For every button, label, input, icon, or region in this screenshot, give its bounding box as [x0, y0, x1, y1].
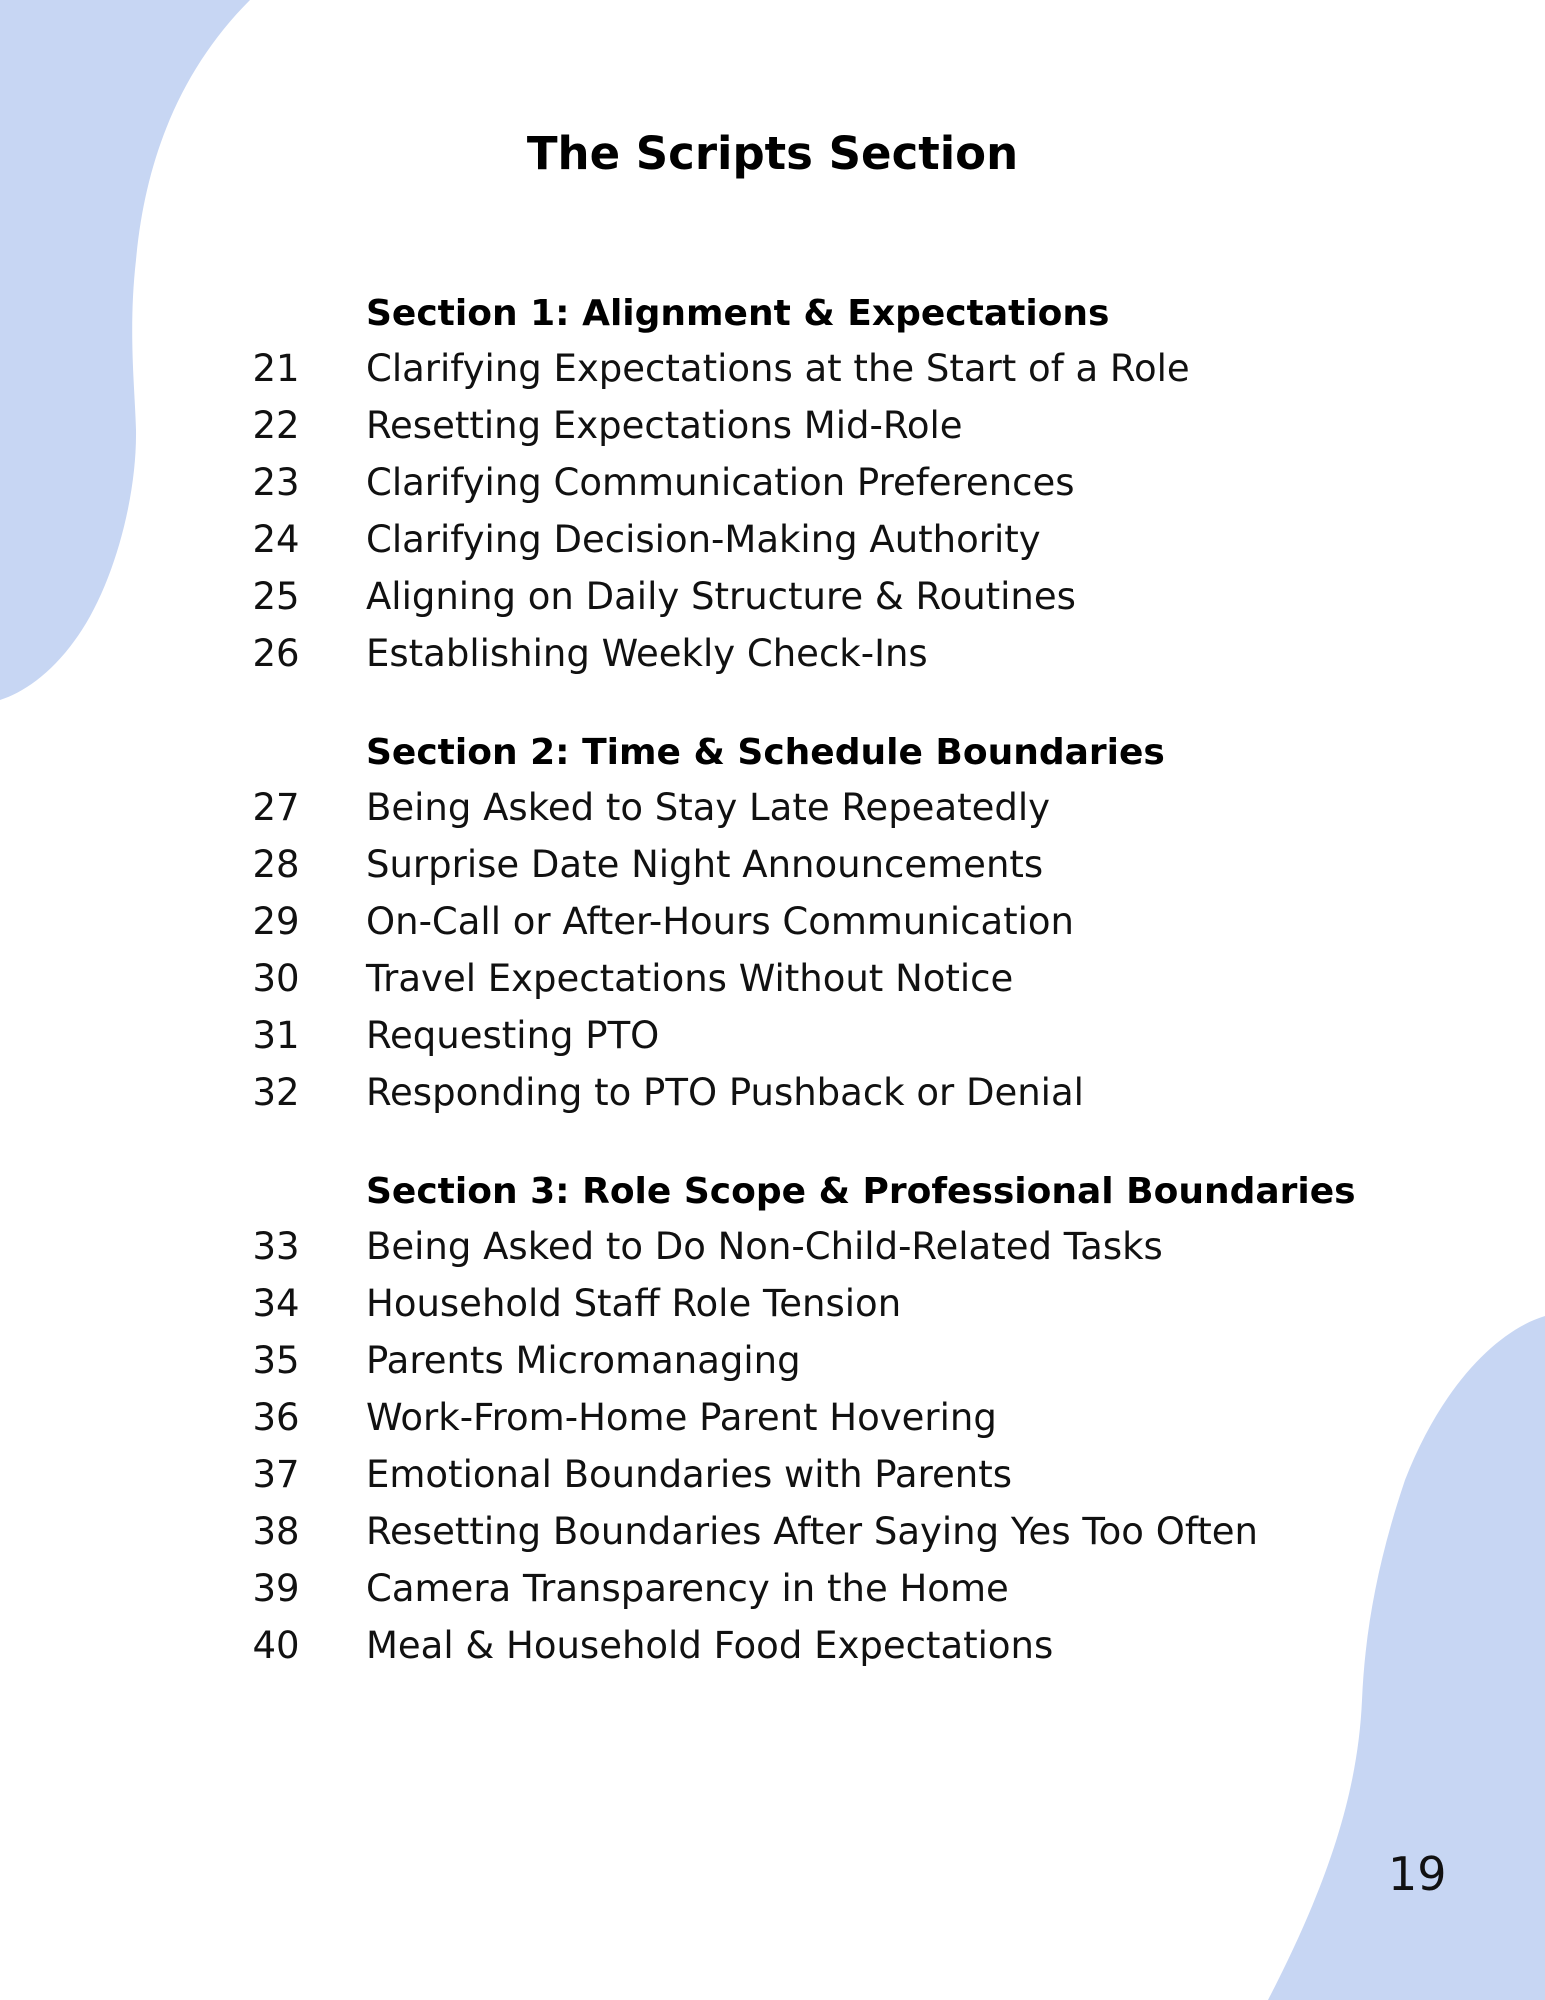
entry-title: Meal & Household Food Expectations — [366, 1624, 1054, 1667]
page-title: The Scripts Section — [526, 127, 1019, 180]
toc-entry — [0, 511, 1545, 568]
entry-page-number: 36 — [252, 1396, 300, 1439]
entry-title: Surprise Date Night Announcements — [366, 843, 1044, 886]
toc-entry — [0, 950, 1545, 1007]
entry-title: Establishing Weekly Check-Ins — [366, 632, 928, 675]
toc-entry — [0, 1446, 1545, 1503]
toc-entry — [0, 397, 1545, 454]
entry-title: Parents Micromanaging — [366, 1339, 801, 1382]
toc-entry — [0, 836, 1545, 893]
table-of-contents — [0, 288, 1545, 1719]
entry-page-number: 24 — [252, 518, 300, 561]
entry-page-number: 35 — [252, 1339, 300, 1382]
toc-entry — [0, 454, 1545, 511]
entry-page-number: 26 — [252, 632, 300, 675]
entry-title: Being Asked to Do Non-Child-Related Tasks — [366, 1225, 1163, 1268]
toc-section-3 — [0, 1166, 1545, 1674]
toc-entry — [0, 1275, 1545, 1332]
entry-title: Camera Transparency in the Home — [366, 1567, 1009, 1610]
entry-title: Responding to PTO Pushback or Denial — [366, 1071, 1084, 1114]
entry-title: Being Asked to Stay Late Repeatedly — [366, 786, 1051, 829]
entry-title: Work-From-Home Parent Hovering — [366, 1396, 997, 1439]
section-heading: Section 3: Role Scope & Professional Boundaries — [366, 1171, 1356, 1212]
entry-page-number: 38 — [252, 1510, 300, 1553]
toc-entry — [0, 1007, 1545, 1064]
entry-page-number: 39 — [252, 1567, 300, 1610]
entry-page-number: 21 — [252, 347, 300, 390]
entry-title: On-Call or After-Hours Communication — [366, 900, 1074, 943]
entry-title: Resetting Expectations Mid-Role — [366, 404, 963, 447]
toc-entry — [0, 1560, 1545, 1617]
entry-title: Clarifying Decision-Making Authority — [366, 518, 1041, 561]
toc-entry — [0, 1389, 1545, 1446]
entry-title: Household Staff Role Tension — [366, 1282, 902, 1325]
toc-entry — [0, 568, 1545, 625]
toc-entry — [0, 1332, 1545, 1389]
entry-page-number: 37 — [252, 1453, 300, 1496]
entry-title: Requesting PTO — [366, 1014, 660, 1057]
section-heading: Section 1: Alignment & Expectations — [366, 293, 1110, 334]
entry-page-number: 33 — [252, 1225, 300, 1268]
entry-page-number: 34 — [252, 1282, 300, 1325]
entry-page-number: 25 — [252, 575, 300, 618]
entry-page-number: 30 — [252, 957, 300, 1000]
toc-entry — [0, 340, 1545, 397]
entry-title: Resetting Boundaries After Saying Yes Too Often — [366, 1510, 1258, 1553]
entry-page-number: 32 — [252, 1071, 300, 1114]
entry-page-number: 23 — [252, 461, 300, 504]
toc-entry — [0, 1218, 1545, 1275]
entry-page-number: 27 — [252, 786, 300, 829]
entry-page-number: 22 — [252, 404, 300, 447]
entry-page-number: 40 — [252, 1624, 300, 1667]
toc-entry — [0, 893, 1545, 950]
entry-page-number: 28 — [252, 843, 300, 886]
toc-section-2 — [0, 727, 1545, 1121]
entry-page-number: 31 — [252, 1014, 300, 1057]
entry-title: Clarifying Expectations at the Start of a Role — [366, 347, 1190, 390]
entry-title: Travel Expectations Without Notice — [366, 957, 1014, 1000]
entry-title: Clarifying Communication Preferences — [366, 461, 1075, 504]
toc-entry — [0, 1503, 1545, 1560]
page-number: 19 — [1388, 1847, 1447, 1901]
entry-title: Emotional Boundaries with Parents — [366, 1453, 1013, 1496]
toc-entry — [0, 1064, 1545, 1121]
toc-section-1 — [0, 288, 1545, 682]
toc-entry — [0, 1617, 1545, 1674]
entry-title: Aligning on Daily Structure & Routines — [366, 575, 1076, 618]
entry-page-number: 29 — [252, 900, 300, 943]
section-heading: Section 2: Time & Schedule Boundaries — [366, 732, 1165, 773]
toc-entry — [0, 625, 1545, 682]
toc-entry — [0, 779, 1545, 836]
